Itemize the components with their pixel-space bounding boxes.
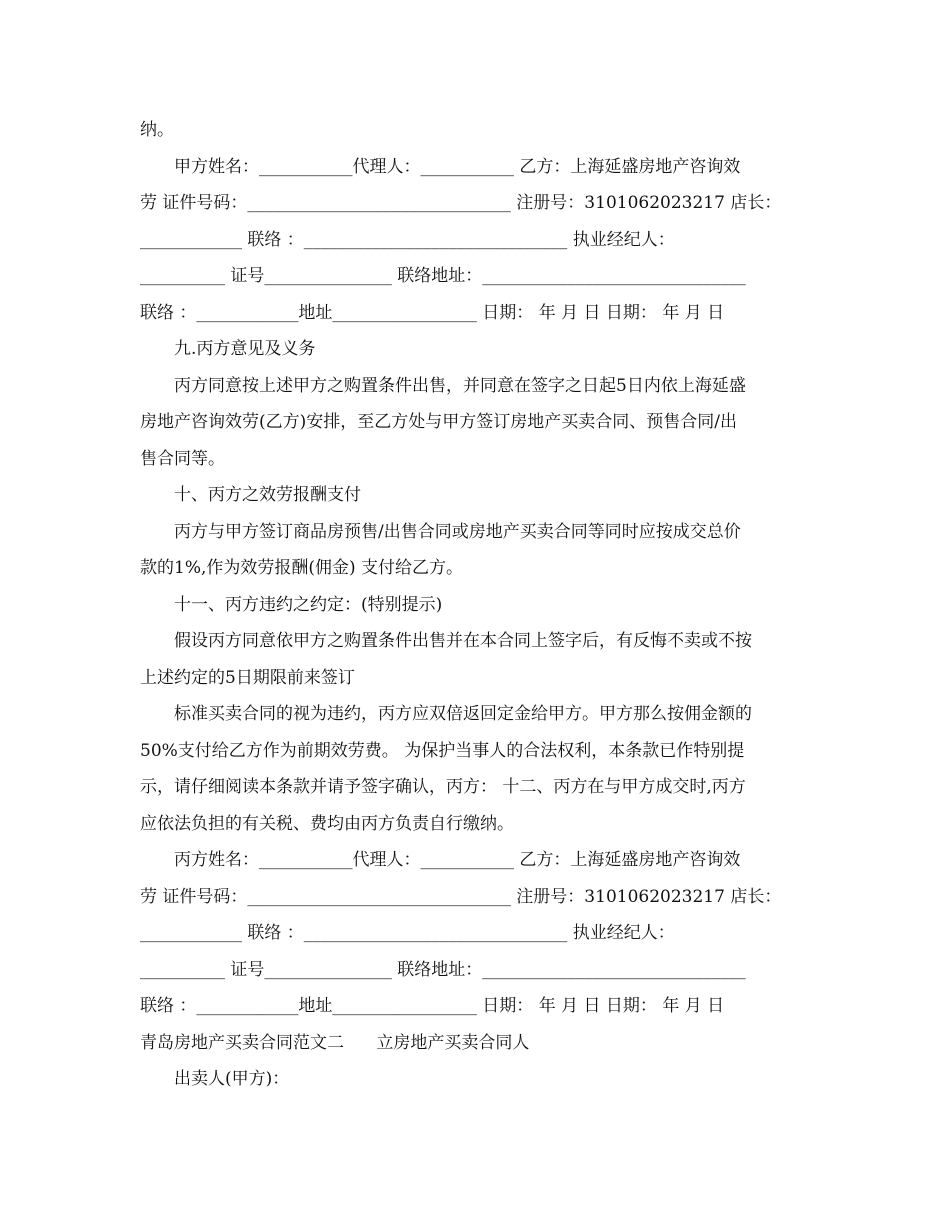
text-line: ____________ 联络 ：_______________________________ 执业经纪人： (140, 229, 675, 250)
text-line: 青岛房地产买卖合同范文二 立房地产买卖合同人 (140, 1032, 530, 1053)
section-heading: 十、丙方之效劳报酬支付 (174, 485, 361, 505)
section-heading: 九.丙方意见及义务 (174, 339, 316, 359)
text-line: 应依法负担的有关税、费均由丙方负责自行缴纳。 (140, 813, 514, 834)
text-line: 假设丙方同意依甲方之购置条件出售并在本合同上签字后，有反悔不卖或不按 (174, 631, 752, 651)
section-heading: 十一、丙方违约之约定：(特别提示) (174, 594, 443, 615)
text-line: 劳 证件号码：_______________________________ 注册号：3101062023217 店长： (140, 886, 782, 907)
text-line: 丙方同意按上述甲方之购置条件出售，并同意在签字之日起5日内依上海延盛 (174, 375, 746, 396)
text-line: 联络 ：____________地址_________________ 日期： 年 月 日 日期： 年 月 日 (140, 996, 725, 1016)
text-line: 款的1%,作为效劳报酬(佣金) 支付给乙方。 (140, 558, 464, 578)
document-page (140, 112, 812, 1098)
text-line: ____________ 联络 ：_______________________________ 执业经纪人： (140, 923, 675, 943)
text-line: 联络 ：____________地址_________________ 日期： 年 月 日 日期： 年 月 日 (140, 302, 725, 323)
text-line: __________ 证号_______________ 联络地址：_______________________________ (140, 266, 746, 286)
text-line: 出卖人(甲方)： (174, 1069, 290, 1089)
text-line: 示，请仔细阅读本条款并请予签字确认，丙方： 十二、丙方在与甲方成交时,丙方 (140, 777, 746, 797)
text-line: __________ 证号_______________ 联络地址：_______________________________ (140, 959, 746, 980)
text-line: 标准买卖合同的视为违约，丙方应双倍返回定金给甲方。甲方那么按佣金额的 (174, 704, 752, 724)
text-line: 上述约定的5日期限前来签订 (140, 667, 355, 688)
text-line: 劳 证件号码：_______________________________ 注册号：3101062023217 店长： (140, 193, 782, 213)
text-line: 房地产咨询效劳(乙方)安排，至乙方处与甲方签订房地产买卖合同、预售合同/出 (140, 412, 737, 432)
text-line: 售合同等。 (140, 448, 225, 469)
text-line: 甲方姓名：___________代理人：___________ 乙方：上海延盛房地产咨询效 (174, 156, 741, 177)
text-line: 丙方姓名：___________代理人：___________ 乙方：上海延盛房地产咨询效 (174, 850, 741, 870)
text-line: 50%支付给乙方作为前期效劳费。 为保护当事人的合法权利，本条款已作特别提 (140, 740, 745, 761)
text-line: 纳。 (140, 120, 174, 140)
text-line: 丙方与甲方签订商品房预售/出售合同或房地产买卖合同等同时应按成交总价 (174, 521, 741, 542)
